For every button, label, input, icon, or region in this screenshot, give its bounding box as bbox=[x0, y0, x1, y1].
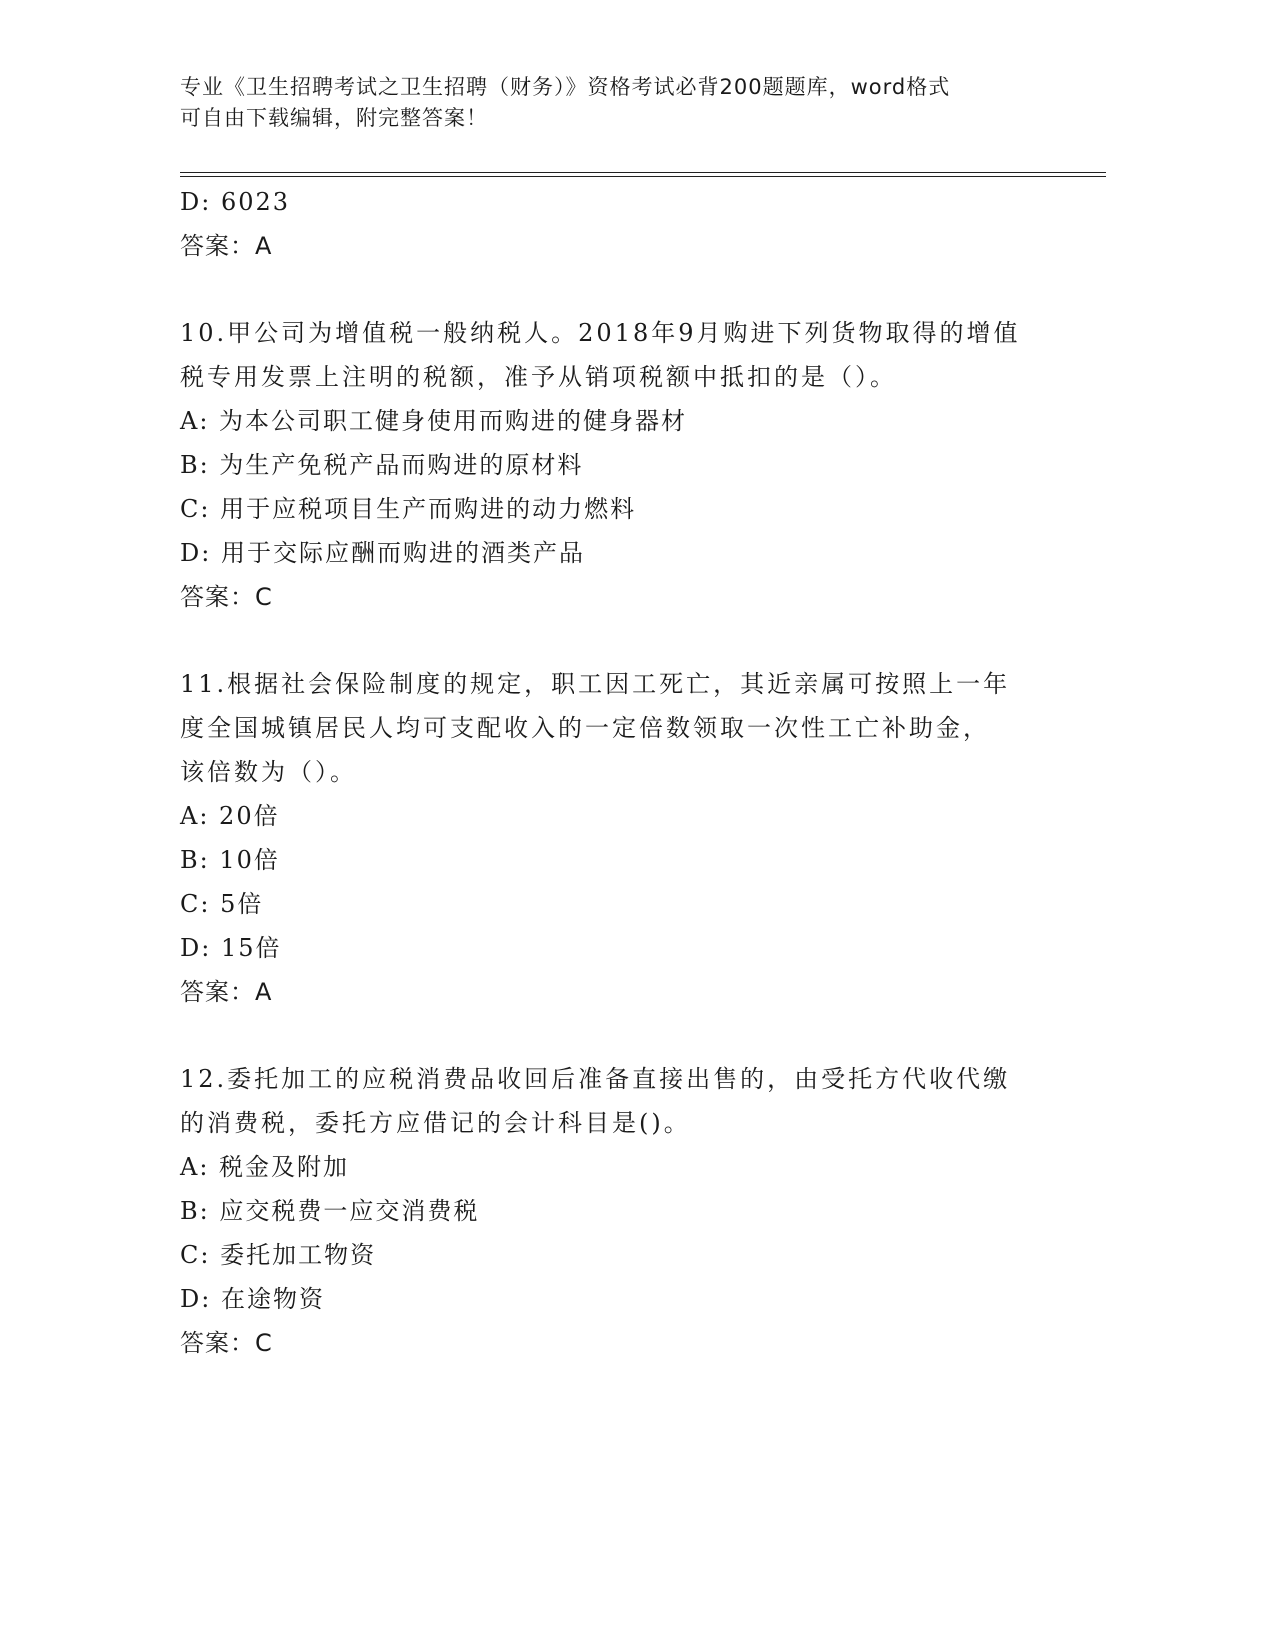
question-stem bbox=[180, 311, 1060, 399]
question-12 bbox=[180, 1057, 1060, 1365]
option-c: C: 用于应税项目生产而购进的动力燃料 bbox=[180, 495, 637, 523]
option-c: C: 5倍 bbox=[180, 890, 264, 918]
question-content bbox=[180, 180, 1060, 1365]
stem-line: 税专用发票上注明的税额，准予从销项税额中抵扣的是（）。 bbox=[180, 363, 897, 391]
stem-line: 该倍数为（）。 bbox=[180, 758, 357, 786]
page-header bbox=[180, 72, 1040, 134]
option-a: A: 为本公司职工健身使用而购进的健身器材 bbox=[180, 407, 688, 435]
stem-line: 11.根据社会保险制度的规定，职工因工死亡，其近亲属可按照上一年 bbox=[180, 670, 1011, 698]
answer-line: 答案：C bbox=[180, 1329, 273, 1357]
question-10 bbox=[180, 311, 1060, 619]
option-d: D: 用于交际应酬而购进的酒类产品 bbox=[180, 539, 585, 567]
spacer bbox=[180, 1014, 1060, 1057]
answer-line: 答案：C bbox=[180, 583, 273, 611]
stem-line: 的消费税，委托方应借记的会计科目是()。 bbox=[180, 1109, 691, 1137]
stem-line: 10.甲公司为增值税一般纳税人。2018年9月购进下列货物取得的增值 bbox=[180, 319, 1021, 347]
answer-line: 答案：A bbox=[180, 978, 273, 1006]
question-11 bbox=[180, 662, 1060, 1014]
question-9-remainder bbox=[180, 180, 1060, 268]
option-a: A: 20倍 bbox=[180, 802, 280, 830]
spacer bbox=[180, 619, 1060, 662]
option-c: C: 委托加工物资 bbox=[180, 1241, 377, 1269]
option-a: A: 税金及附加 bbox=[180, 1153, 350, 1181]
header-divider bbox=[180, 172, 1106, 177]
header-title-line-1: 专业《卫生招聘考试之卫生招聘（财务）》资格考试必背200题题库，word格式 bbox=[180, 75, 951, 99]
option-d: D: 6023 bbox=[180, 188, 291, 216]
option-d: D: 15倍 bbox=[180, 934, 282, 962]
option-b: B: 应交税费一应交消费税 bbox=[180, 1197, 480, 1225]
spacer bbox=[180, 268, 1060, 311]
stem-line: 12.委托加工的应税消费品收回后准备直接出售的，由受托方代收代缴 bbox=[180, 1065, 1011, 1093]
option-b: B: 为生产免税产品而购进的原材料 bbox=[180, 451, 584, 479]
stem-line: 度全国城镇居民人均可支配收入的一定倍数领取一次性工亡补助金， bbox=[180, 714, 990, 742]
option-b: B: 10倍 bbox=[180, 846, 280, 874]
question-stem bbox=[180, 1057, 1060, 1145]
answer-line: 答案：A bbox=[180, 232, 273, 260]
header-title-line-2: 可自由下载编辑，附完整答案！ bbox=[180, 106, 488, 130]
question-stem bbox=[180, 662, 1060, 794]
option-d: D: 在途物资 bbox=[180, 1285, 325, 1313]
